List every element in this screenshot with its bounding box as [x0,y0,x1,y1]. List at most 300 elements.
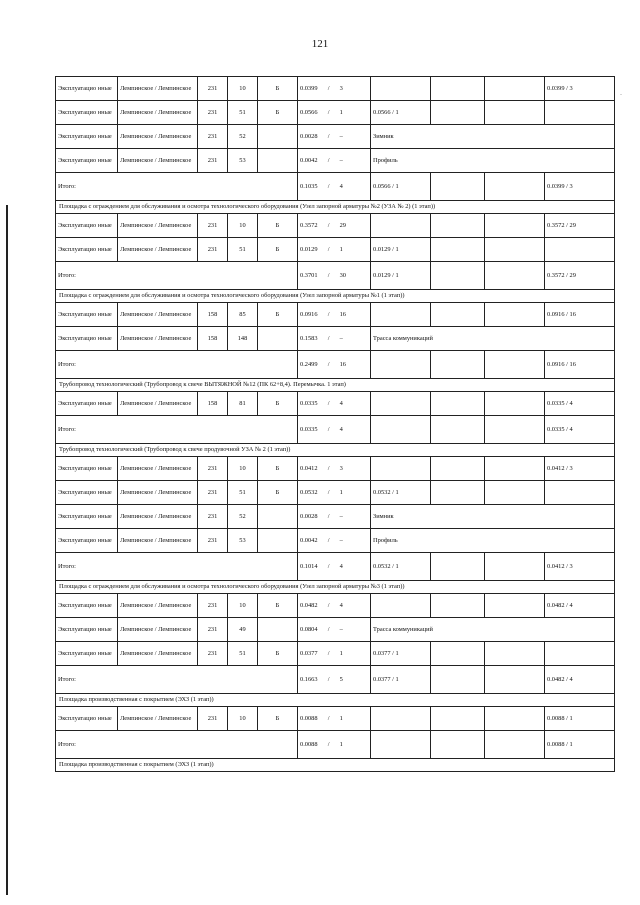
location-cell: Лемпинское / Лемпинское [118,457,198,481]
area-value-cell [298,327,371,351]
value-separator: / [327,271,330,279]
area-value [300,650,343,657]
empty-cell [431,666,485,694]
table-row [56,618,615,642]
area-value [300,676,343,683]
area-amount: 0.0566 [300,108,318,116]
section-cell: 85 [228,303,258,327]
total-label: Итого: [56,351,298,379]
empty-cell [485,392,545,416]
location-cell: Лемпинское / Лемпинское [118,77,198,101]
value-separator: / [327,512,330,520]
quarter-cell: 231 [198,125,228,149]
empty-cell [431,457,485,481]
section-header-row [56,444,615,457]
section-header-row [56,581,615,594]
area-value [300,109,343,116]
section-cell: 10 [228,457,258,481]
section-cell: 52 [228,505,258,529]
category-cell: Эксплуатацио нные [56,149,118,173]
area-value-cell [298,731,371,759]
quarter-cell: 231 [198,214,228,238]
col-8-cell: 0.3572 / 29 [545,214,615,238]
area-count: 1 [339,108,343,116]
col-8-cell: 0.0916 / 16 [545,351,615,379]
col-7-cell: 0.0566 / 1 [371,101,431,125]
type-cell: Б [258,77,298,101]
location-cell: Лемпинское / Лемпинское [118,214,198,238]
area-value-cell [298,416,371,444]
value-separator: / [327,360,330,368]
location-cell: Лемпинское / Лемпинское [118,125,198,149]
area-count: – [339,536,343,544]
area-amount: 0.0042 [300,156,318,164]
area-amount: 0.0335 [300,399,318,407]
type-cell [258,618,298,642]
section-cell: 10 [228,594,258,618]
area-value [300,361,346,368]
area-amount: 0.0042 [300,536,318,544]
area-amount: 0.0916 [300,310,318,318]
area-value-cell [298,238,371,262]
location-cell: Лемпинское / Лемпинское [118,505,198,529]
empty-cell [485,594,545,618]
area-amount: 0.1663 [300,675,318,683]
quarter-cell: 231 [198,149,228,173]
empty-cell [431,594,485,618]
area-value [300,222,346,229]
area-count: 4 [339,425,343,433]
value-separator: / [327,675,330,683]
area-amount: 0.0028 [300,512,318,520]
category-cell: Эксплуатацио нные [56,125,118,149]
category-cell: Эксплуатацио нные [56,642,118,666]
quarter-cell: 231 [198,77,228,101]
total-row [56,666,615,694]
area-value-cell [298,303,371,327]
table-row [56,125,615,149]
type-cell: Б [258,457,298,481]
value-separator: / [327,310,330,318]
section-title: Площадка производственная с покрытием (ЭХЗ (1 этап)) [56,694,615,707]
value-separator: / [327,425,330,433]
empty-cell [431,731,485,759]
table-row [56,481,615,505]
area-count: 3 [339,84,343,92]
empty-cell [431,416,485,444]
table-body [56,77,615,772]
area-value-cell [298,505,371,529]
location-cell: Лемпинское / Лемпинское [118,238,198,262]
col-8-cell: 0.0335 / 4 [545,392,615,416]
area-value-cell [298,125,371,149]
empty-cell [485,481,545,505]
col-7-cell [371,731,431,759]
value-separator: / [327,649,330,657]
scan-margin-line [6,205,8,895]
total-label: Итого: [56,666,298,694]
quarter-cell: 158 [198,327,228,351]
location-cell: Лемпинское / Лемпинское [118,149,198,173]
area-value [300,133,343,140]
table-row [56,101,615,125]
value-separator: / [327,84,330,92]
section-header-row [56,290,615,303]
type-cell [258,149,298,173]
value-separator: / [327,221,330,229]
col-8-cell: 0.0412 / 3 [545,553,615,581]
note-cell: Зимник [371,505,615,529]
table-row [56,327,615,351]
area-count: – [339,625,343,633]
section-cell: 10 [228,214,258,238]
type-cell: Б [258,707,298,731]
total-label: Итого: [56,262,298,290]
value-separator: / [327,182,330,190]
total-label: Итого: [56,553,298,581]
section-cell: 148 [228,327,258,351]
area-count: – [339,512,343,520]
col-8-cell [545,481,615,505]
section-title: Трубопровод технологический (Трубопровод к свече продувочной УЗА № 2 (1 этап)) [56,444,615,457]
area-value-cell [298,707,371,731]
area-count: 4 [339,601,343,609]
area-value-cell [298,262,371,290]
area-amount: 0.2499 [300,360,318,368]
category-cell: Эксплуатацио нные [56,327,118,351]
quarter-cell: 231 [198,457,228,481]
col-8-cell: 0.0482 / 4 [545,666,615,694]
category-cell: Эксплуатацио нные [56,77,118,101]
empty-cell [431,101,485,125]
type-cell: Б [258,238,298,262]
area-value-cell [298,149,371,173]
table-row [56,77,615,101]
section-cell: 10 [228,77,258,101]
col-7-cell [371,77,431,101]
value-separator: / [327,601,330,609]
value-separator: / [327,625,330,633]
area-count: 16 [339,360,346,368]
quarter-cell: 231 [198,505,228,529]
col-7-cell [371,392,431,416]
type-cell: Б [258,214,298,238]
table-row [56,149,615,173]
col-8-cell [545,238,615,262]
category-cell: Эксплуатацио нные [56,505,118,529]
area-value [300,741,343,748]
type-cell [258,125,298,149]
quarter-cell: 231 [198,594,228,618]
col-8-cell: 0.3572 / 29 [545,262,615,290]
section-header-row [56,201,615,214]
page-number: 121 [311,38,329,50]
value-separator: / [327,740,330,748]
empty-cell [431,77,485,101]
col-8-cell: 0.0412 / 3 [545,457,615,481]
col-7-cell: 0.0532 / 1 [371,553,431,581]
area-value-cell [298,594,371,618]
quarter-cell: 158 [198,303,228,327]
land-plots-table [55,76,615,772]
location-cell: Лемпинское / Лемпинское [118,594,198,618]
empty-cell [485,553,545,581]
area-value-cell [298,642,371,666]
area-value [300,426,343,433]
area-count: 1 [339,245,343,253]
col-7-cell: 0.0377 / 1 [371,642,431,666]
col-8-cell: 0.0399 / 3 [545,173,615,201]
col-7-cell: 0.0532 / 1 [371,481,431,505]
col-7-cell: 0.0129 / 1 [371,238,431,262]
category-cell: Эксплуатацио нные [56,303,118,327]
area-amount: 0.1014 [300,562,318,570]
category-cell: Эксплуатацио нные [56,707,118,731]
value-separator: / [327,464,330,472]
area-value [300,246,343,253]
type-cell [258,505,298,529]
area-amount: 0.0335 [300,425,318,433]
empty-cell [485,351,545,379]
col-8-cell: 0.0916 / 16 [545,303,615,327]
total-label: Итого: [56,731,298,759]
value-separator: / [327,156,330,164]
area-amount: 0.1583 [300,334,318,342]
type-cell: Б [258,303,298,327]
table-row [56,214,615,238]
area-amount: 0.0804 [300,625,318,633]
area-count: 1 [339,740,343,748]
empty-cell [485,666,545,694]
area-amount: 0.0088 [300,714,318,722]
table-row [56,303,615,327]
section-cell: 49 [228,618,258,642]
empty-cell [485,77,545,101]
section-title: Площадка с ограждением для обслуживания и осмотра технологического оборудования (Узел запорной арматуры №2 (УЗА № 2) (1 этап)) [56,201,615,214]
area-amount: 0.3701 [300,271,318,279]
category-cell: Эксплуатацио нные [56,101,118,125]
area-value [300,311,346,318]
empty-cell [431,238,485,262]
empty-cell [485,416,545,444]
quarter-cell: 231 [198,707,228,731]
area-count: 30 [339,271,346,279]
note-cell: Профиль [371,529,615,553]
table-row [56,642,615,666]
area-amount: 0.0028 [300,132,318,140]
empty-cell [431,392,485,416]
value-separator: / [327,245,330,253]
area-value [300,563,343,570]
type-cell [258,327,298,351]
type-cell: Б [258,642,298,666]
table-row [56,457,615,481]
empty-cell [485,173,545,201]
note-cell: Зимник [371,125,615,149]
col-7-cell [371,303,431,327]
table-row [56,707,615,731]
total-row [56,262,615,290]
value-separator: / [327,562,330,570]
col-7-cell [371,214,431,238]
area-count: – [339,334,343,342]
empty-cell [431,173,485,201]
area-amount: 0.1035 [300,182,318,190]
area-value [300,715,343,722]
section-header-row [56,694,615,707]
category-cell: Эксплуатацио нные [56,238,118,262]
category-cell: Эксплуатацио нные [56,594,118,618]
section-cell: 52 [228,125,258,149]
section-cell: 81 [228,392,258,416]
empty-cell [431,553,485,581]
quarter-cell: 231 [198,101,228,125]
col-8-cell [545,642,615,666]
location-cell: Лемпинское / Лемпинское [118,529,198,553]
section-header-row [56,379,615,392]
area-count: 4 [339,562,343,570]
empty-cell [485,642,545,666]
section-title: Площадка с ограждением для обслуживания и осмотра технологического оборудования (Узел запорной арматуры №1 (1 этап)) [56,290,615,303]
area-value [300,513,343,520]
quarter-cell: 231 [198,618,228,642]
area-amount: 0.0088 [300,740,318,748]
area-count: 16 [339,310,346,318]
location-cell: Лемпинское / Лемпинское [118,618,198,642]
total-row [56,351,615,379]
quarter-cell: 231 [198,238,228,262]
col-7-cell [371,594,431,618]
area-value [300,400,343,407]
area-value-cell [298,529,371,553]
area-amount: 0.0377 [300,649,318,657]
value-separator: / [327,334,330,342]
section-cell: 51 [228,481,258,505]
note-cell: Профиль [371,149,615,173]
empty-cell [485,731,545,759]
col-8-cell: 0.0088 / 1 [545,731,615,759]
value-separator: / [327,536,330,544]
col-7-cell [371,707,431,731]
area-value-cell [298,618,371,642]
table-row [56,529,615,553]
location-cell: Лемпинское / Лемпинское [118,303,198,327]
col-7-cell: 0.0129 / 1 [371,262,431,290]
location-cell: Лемпинское / Лемпинское [118,101,198,125]
quarter-cell: 158 [198,392,228,416]
area-count: 1 [339,488,343,496]
col-8-cell: 0.0399 / 3 [545,77,615,101]
area-count: 5 [339,675,343,683]
col-8-cell [545,101,615,125]
category-cell: Эксплуатацио нные [56,529,118,553]
table-row [56,238,615,262]
table-row [56,505,615,529]
location-cell: Лемпинское / Лемпинское [118,327,198,351]
category-cell: Эксплуатацио нные [56,392,118,416]
category-cell: Эксплуатацио нные [56,214,118,238]
area-count: – [339,156,343,164]
type-cell: Б [258,101,298,125]
category-cell: Эксплуатацио нные [56,457,118,481]
area-value-cell [298,457,371,481]
type-cell: Б [258,392,298,416]
area-amount: 0.0129 [300,245,318,253]
section-cell: 53 [228,529,258,553]
area-value [300,465,343,472]
area-value [300,335,343,342]
area-value [300,157,343,164]
col-7-cell: 0.0566 / 1 [371,173,431,201]
note-cell: Трасса коммуникаций [371,618,615,642]
category-cell: Эксплуатацио нные [56,618,118,642]
section-title: Площадка производственная с покрытием (ЭХЗ (1 этап)) [56,759,615,772]
area-value-cell [298,392,371,416]
area-amount: 0.3572 [300,221,318,229]
area-count: 4 [339,399,343,407]
area-value-cell [298,173,371,201]
empty-cell [485,238,545,262]
area-count: 1 [339,649,343,657]
location-cell: Лемпинское / Лемпинское [118,392,198,416]
area-value [300,626,343,633]
empty-cell [431,303,485,327]
col-8-cell: 0.0482 / 4 [545,594,615,618]
area-value [300,537,343,544]
area-count: 1 [339,714,343,722]
area-value-cell [298,77,371,101]
section-title: Площадка с ограждением для обслуживания и осмотра технологического оборудования (Узел запорной арматуры №3 (1 этап)) [56,581,615,594]
section-cell: 53 [228,149,258,173]
col-7-cell [371,416,431,444]
area-amount: 0.0412 [300,464,318,472]
total-row [56,553,615,581]
col-7-cell [371,351,431,379]
empty-cell [431,351,485,379]
location-cell: Лемпинское / Лемпинское [118,481,198,505]
note-cell: Трасса коммуникаций [371,327,615,351]
section-cell: 51 [228,642,258,666]
table-row [56,594,615,618]
section-cell: 51 [228,238,258,262]
empty-cell [485,303,545,327]
area-amount: 0.0399 [300,84,318,92]
value-separator: / [327,714,330,722]
total-row [56,416,615,444]
section-cell: 10 [228,707,258,731]
quarter-cell: 231 [198,642,228,666]
value-separator: / [327,399,330,407]
col-7-cell [371,457,431,481]
value-separator: / [327,108,330,116]
total-row [56,173,615,201]
empty-cell [431,262,485,290]
location-cell: Лемпинское / Лемпинское [118,642,198,666]
area-count: 4 [339,182,343,190]
empty-cell [431,642,485,666]
quarter-cell: 231 [198,529,228,553]
area-value [300,489,343,496]
area-value-cell [298,666,371,694]
area-value [300,602,343,609]
area-value-cell [298,351,371,379]
empty-cell [485,214,545,238]
location-cell: Лемпинское / Лемпинское [118,707,198,731]
area-value [300,272,346,279]
quarter-cell: 231 [198,481,228,505]
empty-cell [485,707,545,731]
empty-cell [431,481,485,505]
